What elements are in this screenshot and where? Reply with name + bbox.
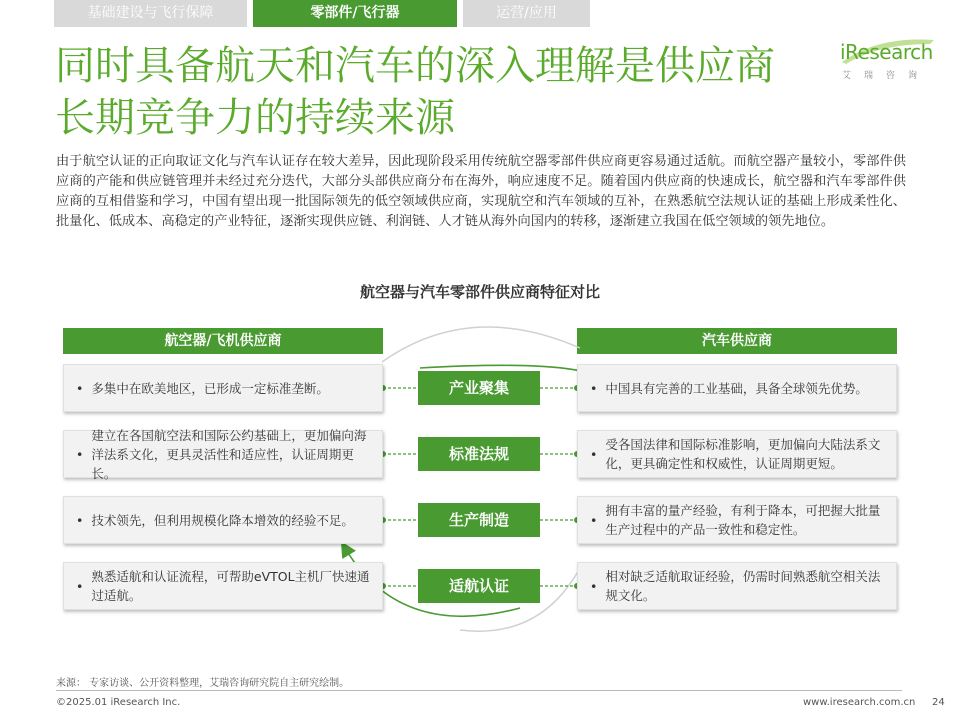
right-card-manufacturing [577,496,897,544]
arc-grey-top [382,327,580,362]
page-number: 24 [932,697,945,708]
right-card-industry-cluster [577,364,897,412]
bullet: • [590,578,598,594]
left-card-standards [63,427,383,481]
bullet: • [590,512,598,528]
logo-subtitle: 艾瑞咨询 [842,71,931,81]
right-card-text: 受各国法律和国际标准影响，更加偏向大陆法系文化，更具确定性和权威性，认证周期更短。 [605,437,881,471]
right-card-standards [577,430,897,478]
footer-divider [56,690,902,691]
title-line-2: 长期竞争力的持续来源 [55,95,455,141]
right-card-text: 相对缺乏适航取证经验，仍需时间熟悉航空相关法规文化。 [605,569,881,603]
label-airworthiness: 适航认证 [418,569,540,603]
left-card-airworthiness [63,562,383,610]
right-card-airworthiness [577,562,897,610]
header-auto-supplier: 汽车供应商 [577,328,897,354]
left-card-industry-cluster [63,364,383,412]
bullet: • [76,578,84,594]
bullet: • [76,446,84,462]
right-card-text: 中国具有完善的工业基础，具备全球领先优势。 [605,380,868,396]
bullet: • [76,380,84,396]
logo-wordmark: iResearch [840,40,933,64]
tab-infrastructure[interactable]: 基础建设与飞行保障 [54,0,247,27]
tab-operations[interactable]: 运营/应用 [463,0,590,27]
label-manufacturing: 生产制造 [418,503,540,537]
comparison-title: 航空器与汽车零部件供应商特征对比 [359,283,600,301]
left-card-text: 技术领先，但利用规模化降本增效的经验不足。 [91,512,354,528]
bullet: • [590,380,598,396]
right-card-text: 拥有丰富的量产经验，有利于降本，可把握大批量生产过程中的产品一致性和稳定性。 [605,503,881,537]
copyright: ©2025.01 iResearch Inc. [56,697,181,708]
left-card-manufacturing [63,496,383,544]
tab-components-aircraft[interactable]: 零部件/飞行器 [253,0,457,27]
left-card-text: 多集中在欧美地区，已形成一定标准垄断。 [91,380,329,396]
label-standards: 标准法规 [418,437,540,471]
left-card-text: 熟悉适航和认证流程，可帮助eVTOL主机厂快速通过适航。 [91,569,370,603]
intro-paragraph: 由于航空认证的正向取证文化与汽车认证存在较大差异，因此现阶段采用传统航空器零部件供应商更容易通过适航。而航空器产量较小，零部件供应商的产能和供应链管理并未经过充分迭代，大部分头部供应商分布在海外，响应速度不足。随着国内供应商的快速成长，航空器和汽车零部件供应商的互相借鉴和学习，中国有望出现一批国际领先的低空领域供应商，实现航空和汽车领域的互补，在熟悉航空法规认证的基础上形成柔性化、批量化、低成本、高稳定的产业特征，逐渐实现供应链、利润链、人才链从海外向国内的转移，逐渐建立我国在低空领域的领先地位。 [56,154,906,229]
website-link[interactable]: www.iresearch.com.cn [803,697,916,708]
header-aircraft-supplier: 航空器/飞机供应商 [63,328,383,354]
bullet: • [76,512,84,528]
left-card-text: 建立在各国航空法和国际公约基础上，更加偏向海洋法系文化，更具灵活性和适应性，认证周期更长。 [91,427,367,481]
label-industry-cluster: 产业聚集 [418,371,540,405]
source-note: 来源： 专家访谈、公开资料整理，艾瑞咨询研究院自主研究绘制。 [56,678,350,689]
title-line-1: 同时具备航天和汽车的深入理解是供应商 [55,43,775,89]
bullet: • [590,446,598,462]
